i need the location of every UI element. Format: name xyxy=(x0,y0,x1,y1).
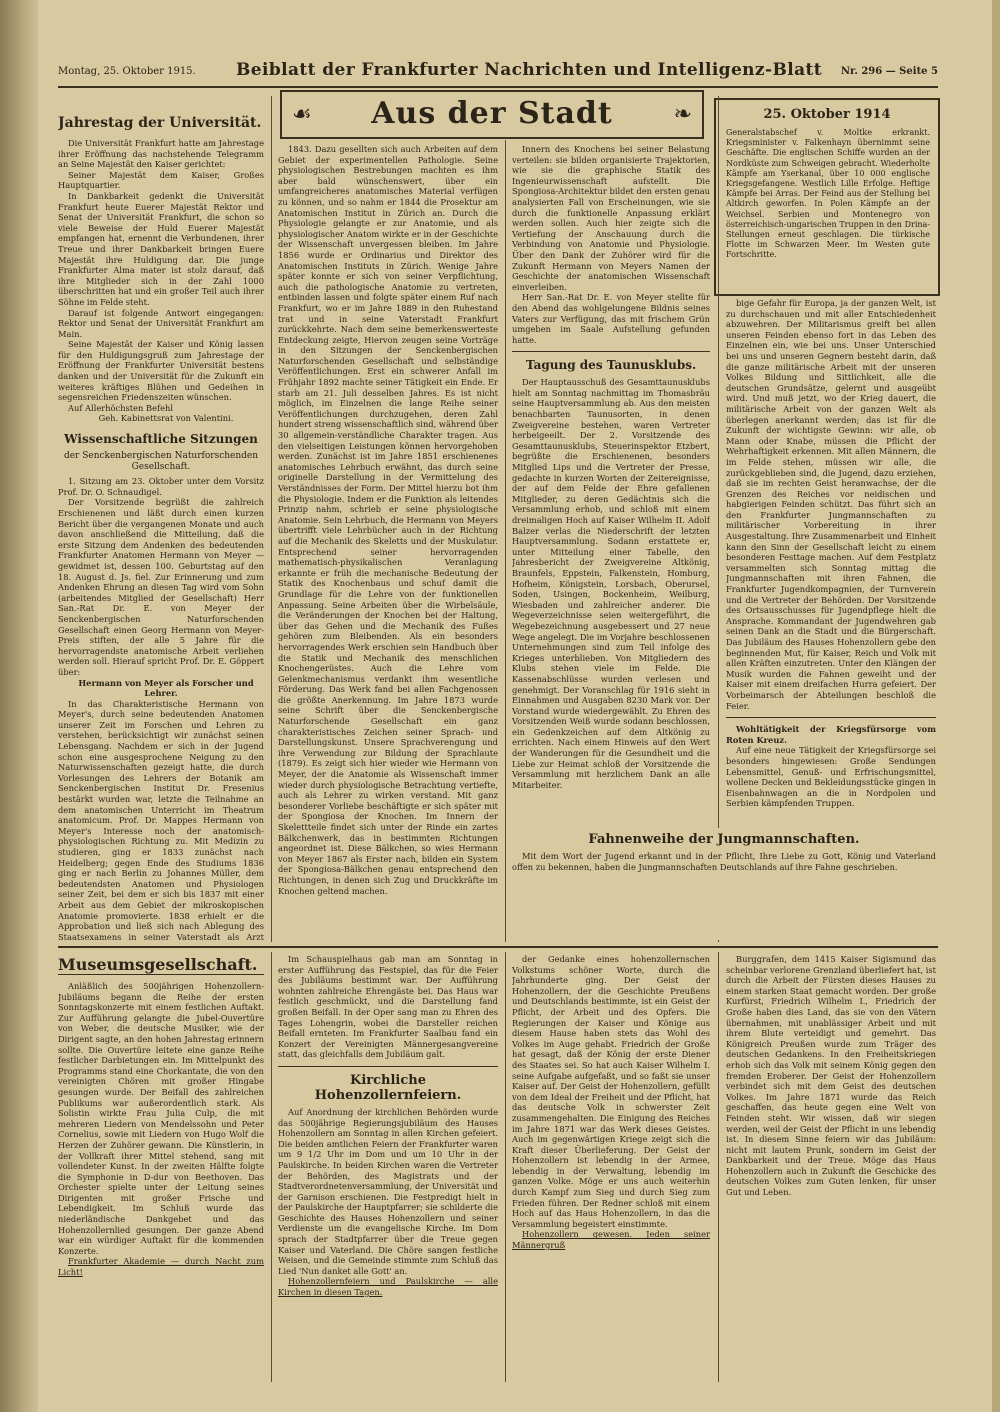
paragraph: bige Gefahr für Europa, ja der ganzen Welt, ist zu durchschauen und mit aller Entschiedenheit abzuwehren. Der Militarismus greift bei allen unseren Feinden ebenso fort in das Leben des Einzelnen ein, wie bei uns. Unser Unterschied bei uns und unseren Gegnern besteht darin, daß die ganze militärische Arbeit mit der unseren Volkes Bildung und Sittlichkeit, alle die deutschen Grundsätze, gelernt und ausgeübt wird. Und muß jetzt, wo der Krieg dauert, die militärische Arbeit von der ganzen Welt als überlegen anerkannt werden; das ist für die Zukunft der wichtigste Gewinn: wir alle, ob Mann oder Knabe, müssen die Pflicht der Wehrhaftigkeit erkennen. Mit allen Männern, die im Felde stehen, müssen wir alle, die zurückgeblieben sind, die Jugend, dazu erziehen, daß sie im rechten Geist heranwachse, der die Grenzen des Reiches vor neidischen und habgierigen Feinden schützt. Das führt sich an den Frankfurter Jungmannschaften zu militärischer Vorbereitung in ihrer Ausgestaltung. Ihre Zusammenarbeit und Einheit kann den Sinn der Gesellschaft leicht zu einem besonderen Festtage machen. Auf dem Festplatz versammelten sich Sonntag mittag die Jungmannschaften mit ihren Fahnen, die Frankfurter Jugendkompagnien, der Turnverein und die Vertreter der Behörden. Der Vorsitzende des Ortsausschusses für Jugendpflege hielt die Ansprache. Kommandant der Jugendwehren gab seinen Dank an die Stadt und die Bürgerschaft. Das Jubiläum des Hauses Hohenzollern gebe den beginnenden Mut, für Kaiser, Reich und Volk mit allen Kräften einzutreten. Unter den Klängen der Musik wurden die Fahnen geweiht und der Kaiser mit einem dreifachen Hurra gefeiert. Der Vorbeimarsch der Abteilungen beschloß die Feier. xyxy=(726,298,936,711)
column-rule xyxy=(505,140,506,942)
paragraph: Herr San.-Rat Dr. E. von Meyer stellte für den Abend das wohlgelungene Bildnis seines Vaters zur Verfügung, das mit frischem Grün umgeben im Saale Aufstellung gefunden hatte. xyxy=(512,292,710,345)
bottom-right-column xyxy=(726,954,936,1382)
headline-museum: Museumsgesellschaft. xyxy=(58,956,264,975)
headline-kirchliche: Kirchliche Hohenzollernfeiern. xyxy=(314,1072,462,1103)
headline-fahnenweihe: Fahnenweihe der Jungmannschaften. xyxy=(588,832,860,847)
paragraph: Seiner Majestät dem Kaiser, Großes Hauptquartier. xyxy=(58,169,264,191)
headline-taunusklub: Tagung des Taunusklubs. xyxy=(525,358,697,373)
headline-kriegsfuersorge: Wohltätigkeit der Kriegsfürsorge vom Roten Kreuz. xyxy=(726,724,936,745)
header-rule xyxy=(58,86,938,88)
paragraph: 1843. Dazu gesellten sich auch Arbeiten auf dem Gebiet der experimentellen Pathologie. Seine physiologischen Bestrebungen machten es ihm aber bald wünschenswert, über ein umfangreicheres anatomisches Material verfügen zu können, und so nahm er 1844 die Prosektur am Anatomischen Institut in Zürich an. Durch die Physiologie gelangte er zur Anatomie, und als physiologischer Anatom wirkte er in der Geschichte der Wissenschaft unvergessen bleiben. Im Jahre 1856 wurde er Ordinarius und Direktor des Anatomischen Instituts in Zürich. Wenige Jahre später konnte er sich von seiner Verpflichtung, auch die pathologische Anatomie zu vertreten, entbinden lassen und folgte später einem Ruf nach Frankfurt, wo er im Jahre 1889 in den Ruhestand trat und in seine Vaterstadt Frankfurt zurückkehrte. Nach dem seine bemerkenswerteste Entdeckung zeigte, Hiervon zeugen seine Vorträge in den Sitzungen der Senckenbergischen Naturforschenden Gesellschaft und selbständige Veröffentlichungen. Erst ein schwerer Anfall im Frühjahr 1892 machte seiner Tätigkeit ein Ende. Er starb am 21. Juli desselben Jahres. Es ist nicht möglich, im Einzelnen die lange Reihe seiner Veröffentlichungen durchzugehen, deren Zahl hundert streng wissenschaftlich sind, während über 30 allgemein-verständliche Charakter tragen. Aus den vielseitigen Leistungen können hervorgehoben werden. Zunächst ist im Jahre 1851 erschienenes anatomisches Lehrbuch erwähnt, das durch seine originelle Darstellung in der Vermittelung des Verständnisses der Form. Der Mittel hierzu bot ihm die Physiologie. Indem er die Funktion als leitendes Prinzip nahm, schrieb er seine physiologische Anatomie. Sein Lehrbuch, die Hermann von Meyers übertrifft viele Lehrbücher auch in der Richtung auf die Mechanik des Skeletts und der Muskulatur. Entsprechend seiner hervorragenden mathematisch-physikalischen Veranlagung erkannte er früh die mechanische Bedeutung der Statik des Knochenbaus und schuf damit die Grundlage für die Lehre von der funktionellen Anpassung. Seine Arbeiten über die Wirbelsäule, die Veränderungen der Knochen bei der Haltung, über das Gehen und die Mechanik des Fußes gehören zum Bleibenden. Als ein besonders hervorragendes Werk erschien sein Handbuch über die Statik und Mechanik des menschlichen Knochengerüstes. Auch die Lehre vom Gelenkmechanismus verdankt ihm wesentliche Förderung. Das Werk fand bei allen Fachgenossen die größte Anerkennung. Im Jahre 1873 wurde seine Schrift über die Senckenbergische Naturforschende Gesellschaft ein ganz charakteristisches Zeichen seiner Sprach- und Darstellungskunst. Unsere Sprachverengung und ihre Verwendung zur Bildung der Sprachlaute (1879). Es zeigt sich hier wieder wie Hermann von Meyer, der die Anatomie als Wissenschaft immer wieder durch physiologische Betrachtung vertiefte, auch als Lehrer zu wirken verstand. Mit ganz besonderer Vorliebe beschäftigte er sich später mit der Spongiosa der Knochen. Im Innern der Skelettteile findet sich unter der Rinde ein zartes Bälkchenwerk, das in bestimmten Richtungen angeordnet ist. Diese Bälkchen, so wies Hermann von Meyer 1867 als Erster nach, bilden ein System der Spongiosa-Bälkchen genau entsprechend den Richtungen, in denen sich Zug und Druckkräfte im Knochen geltend machen. xyxy=(278,144,498,896)
date-box-title: 25. Oktober 1914 xyxy=(763,107,891,122)
paragraph: Auf eine neue Tätigkeit der Kriegsfürsorge sei besonders hingewiesen: Große Sendungen Lebensmittel, Genuß- und Erfrischungsmittel, wollene Decken und Bekleidungsstücke gingen in Eisenbahnwagen an die in Nordpolen und Serbien kämpfenden Truppen. xyxy=(726,745,936,809)
headline-universitaet: Jahrestag der Universität. xyxy=(58,115,262,131)
paragraph: Darauf ist folgende Antwort eingegangen: Rektor und Senat der Universität Frankfurt am Main. xyxy=(58,307,264,339)
column-rule xyxy=(271,952,272,1382)
paragraph-end: Hohenzollernfeiern und Paulskirche — alle Kirchen in diesen Tagen. xyxy=(278,1276,498,1298)
paragraph: Mit dem Wort der Jugend erkannt und in der Pflicht, Ihre Liebe zu Gott, König und Vaterland offen zu bekennen, haben die Jungmannschaften Deutschlands auf ihre Fahne geschrieben. xyxy=(512,851,936,872)
header-issue: Nr. 296 — Seite 5 xyxy=(840,66,938,77)
paragraph: In das Charakteristische Hermann von Meyer's, durch seine bedeutenden Anatomen unserer Zeit im Forschen und Lehren zu verstehen, berücksichtigt wir zunächst seinen Lebensgang. Nachdem er sich in der Jugend schon eine ausgesprochene Neigung zu den Naturwissenschaften gezeigt hatte, die durch Vorlesungen des Lehrers der Botanik am Senckenbergischen Institut Dr. Fresenius bestärkt wurden war, letzte die Teilnahme an dem anatomischen Unterricht im Theatrum anatomicum. Prof. Dr. Mappes Hermann von Meyer's Interesse noch der anatomisch-physiologischen Richtung zu. Mit Medizin zu studieren, ging er 1833 zunächst nach Heidelberg; gegen Ende des Studiums 1836 ging er nach Berlin zu Johannes Müller, dem bedeutendsten Anatomen und Physiologen seiner Zeit, bei dem er sich bis 1837 mit einer Arbeit aus dem Gebiet der mikroskopischen Anatomie promovierte. 1838 erhielt er die Approbation und ließ sich nach Ablegung des Staatsexamens in seiner Vaterstadt als Arzt xyxy=(58,698,264,942)
paragraph: Die Universität Frankfurt hatte am Jahrestage ihrer Eröffnung das nachstehende Telegramm an Seine Majestät den Kaiser gerichtet: xyxy=(58,138,264,170)
paragraph: Auf Allerhöchsten Befehl xyxy=(68,402,174,413)
mid2-column xyxy=(512,144,710,940)
fahnenweihe-article xyxy=(512,828,936,940)
binding-gutter xyxy=(0,0,38,1412)
paragraph: In Dankbarkeit gedenkt die Universität Frankfurt heute Euerer Majestät Rektor und Senat der Universität Frankfurt, die schon so viele Beweise der Huld Euerer Majestät empfangen hat, ernennt die Verbundenen, ihrer Treue und ihrer Dankbarkeit bringen Euere Majestät ihre Huldigung dar. Die junge Frankfurter Alma mater ist stolz darauf, daß ihre Mitglieder sich in der Zahl 1000 überschritten hat und ein großer Teil auch ihrer Söhne im Felde steht. xyxy=(58,190,264,307)
page-header xyxy=(58,60,938,84)
rule xyxy=(278,1066,498,1067)
paragraph: Der Vorsitzende begrüßt die zahlreich Erschienenen und läßt durch einen kurzen Bericht über die vergangenen Monate und auch davon anschließend die Mitteilung, daß die erste Sitzung dem Andenken des bedeutenden Frankfurter Anatomen Hermann von Meyer — gewidmet ist, dessen 100. Geburtstag auf den 18. August d. Js. fiel. Zur Erinnerung und zum Andenken Ehrung an diesen Tag wird vom Sohn (arbeitendes Mitglied der Gesellschaft) Herr San.-Rat Dr. E. von Meyer der Senckenbergischen Naturforschenden Gesellschaft einen Georg Hermann von Meyer-Preis stiften, der alle 5 Jahre für die hervorragendste anatomische Arbeit verliehen werden soll. Hierauf spricht Prof. Dr. E. Göppert über: xyxy=(58,497,264,677)
paragraph: der Gedanke eines hohenzollernschen Volkstums schöner Worte, durch die Jahrhunderte ging. Der Geist der Hohenzollern, der die Geschichte Preußens und Deutschlands bestimmte, ist ein Geist der Pflicht, der Arbeit und des Opfers. Die Regierungen der Kaiser und Könige aus diesem Hause haben stets das Wohl des Volkes im Auge gehabt. Friedrich der Große hat gesagt, daß der König der erste Diener des Staates sei. So hat auch Kaiser Wilhelm I. seine Aufgabe aufgefaßt, und so faßt sie unser Kaiser auf. Der Geist der Hohenzollern, gefüllt von dem Ideal der Freiheit und der Pflicht, hat das deutsche Volk in schwerster Zeit zusammengehalten. Die Einigung des Reiches im Jahre 1871 war das Werk dieses Geistes. Auch im gegenwärtigen Kriege zeigt sich die Kraft dieser Überlieferung. Der Geist der Hohenzollern ist lebendig in der Armee, lebendig in der Verwaltung, lebendig im ganzen Volke. Möge er uns auch weiterhin durch Kampf zum Sieg und durch Sieg zum Frieden führen. Der Redner schloß mit einem Hoch auf das Haus Hohenzollern, in das die Versammlung begeistert einstimmte. xyxy=(512,954,710,1229)
column-rule xyxy=(718,952,719,1382)
paragraph: Burggrafen, dem 1415 Kaiser Sigismund das scheinbar verlorene Grenzland überliefert hat, ist durch die Arbeit der Fürsten dieses Hauses zu einem starken Staat gemacht worden. Der große Kurfürst, Friedrich Wilhelm I., Friedrich der Große haben dies Land, das sie von den Vätern übernahmen, mit unablässiger Arbeit und mit ihrem Blute verteidigt und gemehrt. Das Königreich Preußen wurde zum Träger des deutschen Gedankens. In den Freiheitskriegen erhob sich das Volk mit seinem König gegen den fremden Eroberer. Der Geist der Hohenzollern verbindet sich mit dem Geist des deutschen Volkes. Im Jahre 1871 wurde das Reich geschaffen, das heute gegen eine Welt von Feinden steht. Wir wissen, daß wir siegen werden, weil der Geist der Pflicht in uns lebendig ist. In diesem Sinne feiern wir das Jubiläum: nicht mit lautem Prunk, sondern im Geist der Dankbarkeit und der Treue. Möge das Haus Hohenzollern auch in Zukunft die Geschicke des deutschen Volkes zum Guten lenken, für unser Gut und Leben. xyxy=(726,954,936,1198)
bottom-mid-column xyxy=(278,954,498,1382)
paragraph-end: Frankfurter Akademie — durch Nacht zum Licht! xyxy=(58,1256,264,1278)
section-title-box xyxy=(280,90,704,139)
date-box-text: Generalstabschef v. Moltke erkrankt. Kriegsminister v. Falkenhayn übernimmt seine Geschäfte. Die englischen Schiffe wurden an der Nordküste zum Schweigen gebracht. Wiederholte Kämpfe am Yserkanal, über 10 000 englische Kriegsgefangene. Westlich Lille Erfolge. Heftige Kämpfe bei Arras. Der Feind aus der Stellung bei Altkirch geworfen. In Polen Kämpfe an der Weichsel. Serbien und Montenegro von österreichisch-ungarischen Truppen in den Drina-Stellungen erneut geschlagen. Die türkische Flotte im Schwarzen Meer. Im Westen gute Fortschritte. xyxy=(726,128,930,260)
lecture-title: Hermann von Meyer als Forscher und Lehrer. xyxy=(78,677,254,699)
column-rule xyxy=(505,952,506,1382)
header-title: Beiblatt der Frankfurter Nachrichten und Intelligenz-Blatt xyxy=(236,60,822,80)
ornament-right: ❧ xyxy=(673,102,692,127)
ornament-left: ☙ xyxy=(292,102,312,127)
headline-sitzungen: Wissenschaftliche Sitzungen xyxy=(64,432,258,447)
column-rule xyxy=(718,96,719,942)
paragraph: 1. Sitzung am 23. Oktober unter dem Vorsitz Prof. Dr. O. Schnaudigel. xyxy=(58,476,264,497)
rule xyxy=(512,351,710,352)
paragraph: Anläßlich des 500jährigen Hohenzollern-Jubiläums begann die Reihe der ersten Sonntagskonzerte mit einem festlichen Auftakt. Zur Aufführung gelangte die Jubel-Ouvertüre von Weber, die deutsche Musiker, wie der Dirigent sagte, an den hohen Jahrestag erinnern sollte. Die Ouvertüre leitete eine ganze Reihe festlicher Darbietungen ein. Im Mittelpunkt des Programms stand eine Chorkantate, die von den vereinigten Chören mit großer Hingabe gesungen wurde. Der Beifall des zahlreichen Publikums war außerordentlich stark. Als Solistin wirkte Frau Julia Culp, die mit mehreren Liedern von Mendelssohn und Peter Cornelius, sowie mit Liedern von Hugo Wolf die Herzen der Zuhörer gewann. Die Künstlerin, in der Vollkraft ihrer Mittel stehend, sang mit vollendeter Kunst. In der zweiten Hälfte folgte die Symphonie in D-dur von Beethoven. Das Orchester spielte unter der Leitung seines Dirigenten mit großer Frische und Lebendigkeit. Im Schluß wurde das niederländische Dankgebet und das Hohenzollernlied gesungen. Der ganze Abend war ein würdiger Auftakt für die kommenden Konzerte. xyxy=(58,981,264,1256)
bottom-left-column xyxy=(58,954,264,1382)
paragraph: Der Hauptausschuß des Gesamttaunusklubs hielt am Sonntag nachmittag im Thomasbräu seine Hauptversammlung ab. Aus den meisten benachbarten Taunusorten, in denen Zweigvereine bestehen, waren Vertreter herbeigeeilt. Der 2. Vorsitzende des Gesamttaunusklubs, Steuerinspektor Etzbert, begrüßte die Erschienenen, besonders Mitglied Lips und die Vertreter der Presse, gedachte in kurzen Worten der Zeitereignisse, der auf dem Felde der Ehre gefallenen Mitglieder, zu deren Gedächtnis sich die Versammlung erhob, und schloß mit einem dreimaligen Hoch auf Kaiser Wilhelm II. Adolf Balzer verlas die Niederschrift der letzten Hauptversammlung. Sodann erstattete er, unter Mitteilung einer Tabelle, den Jahresbericht der Zweigvereine Altkönig, Braunfels, Eppstein, Falkenstein, Homburg, Hofheim, Königstein, Lorsbach, Oberursel, Soden, Usingen, Bockenheim, Weilburg, Wiesbaden und zahlreicher anderer. Die Wegeverzeichnisse seien weitergeführt, die Wegebezeichnung ausgebessert und 27 neue Wege angelegt. Die im Vorjahre beschlossenen Unternehmungen sind zum Teil infolge des Krieges unterblieben. Von Mitgliedern des Klubs stehen viele im Felde. Die Kassenabschlüsse wurden verlesen und genehmigt. Der Voranschlag für 1916 sieht in Einnahmen und Ausgaben 8230 Mark vor. Der Vorstand wurde wiedergewählt. Zu Ehren des Vorsitzenden Weiß wurde sodann beschlossen, ein Gedenkzeichen auf dem Altkönig zu errichten. Nach einem Hinweis auf den Wert der Wanderungen für die Gesundheit und die Liebe zur Heimat schloß der Vorsitzende die Versammlung mit herzlichem Dank an alle Mitarbeiter. xyxy=(512,377,710,790)
paragraph-end: Hohenzollern gewesen. Jeden seiner Männergruß xyxy=(512,1229,710,1251)
section-title: Aus der Stadt xyxy=(371,96,613,131)
column-rule xyxy=(271,96,272,942)
mid-page-rule xyxy=(58,946,938,948)
bottom-mid2-column xyxy=(512,954,710,1382)
signature-line: Geh. Kabinettsrat von Valentini. xyxy=(98,413,234,424)
header-date: Montag, 25. Oktober 1915. xyxy=(58,66,196,77)
paragraph: Seine Majestät der Kaiser und König lassen für den Huldigungsgruß zum Jahrestage der Eröffnung der Frankfurter Universität bestens danken und der Universität für die Zukunft ein weiteres kräftiges Blühen und Gedeihen in segensreichen Friedenszeiten wünschen. xyxy=(58,339,264,403)
left-column xyxy=(58,100,264,942)
subheadline-senckenberg: der Senckenbergischen Naturforschenden Gesellschaft. xyxy=(63,451,259,472)
page-edge xyxy=(992,0,1000,1412)
rule xyxy=(726,717,936,718)
paragraph: Auf Anordnung der kirchlichen Behörden wurde das 500jährige Regierungsjubiläum des Hauses Hohenzollern am Sonntag in allen Kirchen gefeiert. Die beiden amtlichen Feiern der Frankfurter waren um 9 1/2 Uhr im Dom und um 10 Uhr in der Paulskirche. In beiden Kirchen waren die Vertreter der Behörden, des Magistrats und der Stadtverordnetenversammlung, der Universität und der Garnison erschienen. Die Festpredigt hielt in der Paulskirche der Hauptpfarrer; sie schilderte die Geschichte des Hauses Hohenzollern und seiner Verdienste um die evangelische Kirche. Im Dom sprach der Stadtpfarrer über die Treue gegen Kaiser und Vaterland. Die Chöre sangen festliche Weisen, und die Gemeinde stimmte zum Schluß das Lied 'Nun danket alle Gott' an. xyxy=(278,1106,498,1276)
mid-column xyxy=(278,144,498,940)
paragraph: Im Schauspielhaus gab man am Sonntag in erster Aufführung das Festspiel, das für die Feier des Jubiläums bestimmt war. Der Aufführung wohnten zahlreiche Ehrengäste bei. Das Haus war festlich geschmückt, und die Darstellung fand großen Beifall. In der Oper sang man zu Ehren des Tages Lohengrin, wobei die Darsteller reichen Beifall ernteten. Im Frankfurter Saalbau fand ein Konzert der Vereinigten Männergesangvereine statt, das gleichfalls dem Jubiläum galt. xyxy=(278,954,498,1060)
date-box xyxy=(714,98,940,296)
paragraph: Innern des Knochens bei seiner Belastung verteilen: sie bilden organisierte Trajektorien, wie sie die graphische Statik des Ingenieurwissenschaft aufstellt. Die Spongiosa-Architektur bildet den ersten genau analysierten Fall von Erscheinungen, wie sie durch die funktionelle Anpassung erklärt werden sollen. Auch hier zeigte sich die Vertiefung der Anschauung durch die Verbindung von Anatomie und Physiologie. Über den Dank der Zuhörer wird für die Zukunft Hermann von Meyers Namen der Geschichte der anatomischen Wissenschaft einverleiben. xyxy=(512,144,710,292)
